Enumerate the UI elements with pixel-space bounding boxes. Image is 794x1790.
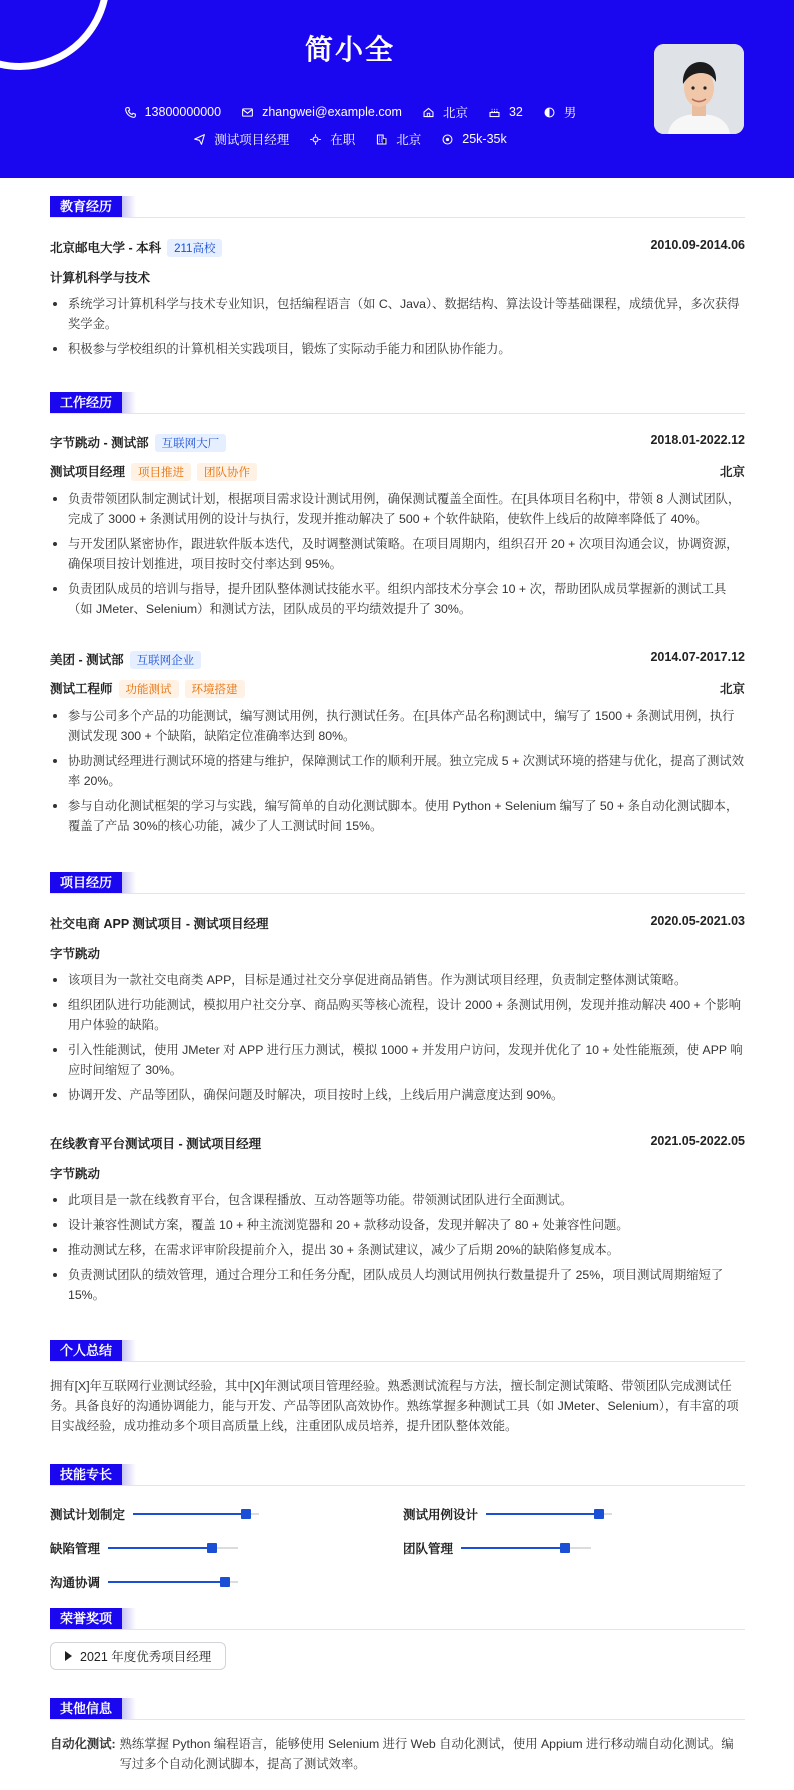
role-tag: 功能测试 <box>119 680 179 698</box>
other-title-bar <box>50 1698 745 1720</box>
list-item: 该项目为一款社交电商类 APP，目标是通过社交分享促进商品销售。作为测试项目经理，负责制定整体测试策略。 <box>50 970 745 990</box>
list-item: 推动测试左移，在需求评审阶段提前介入，提出 30 + 条测试建议，减少了后期 20%的缺陷修复成本。 <box>50 1240 745 1260</box>
other-info <box>50 1734 745 1774</box>
skill-bar <box>486 1513 612 1515</box>
skills-title: 技能专长 <box>50 1464 122 1485</box>
skill-bar-fill <box>108 1581 225 1583</box>
award-item[interactable] <box>50 1642 226 1670</box>
project-section <box>50 872 745 1332</box>
skill-bar <box>461 1547 591 1549</box>
project-0-header <box>50 914 745 932</box>
role-name: 测试项目经理 <box>50 465 126 479</box>
skill-item <box>403 1539 591 1557</box>
skill-bar <box>133 1513 259 1515</box>
list-item: 负责测试团队的绩效管理，通过合理分工和任务分配，团队成员人均测试用例执行数量提升了 25%，项目测试周期缩短了 15%。 <box>50 1265 745 1305</box>
project-0-bullets <box>50 970 745 1110</box>
award-text: 2021 年度优秀项目经理 <box>80 1650 212 1664</box>
other-text: 熟练掌握 Python 编程语言，能够使用 Selenium 进行 Web 自动化测试，使用 Appium 进行移动端自动化测试。编写过多个自动化测试脚本，提高了测试效率。 <box>119 1737 734 1771</box>
education-section <box>50 196 745 366</box>
work-city: 北京 <box>719 682 745 696</box>
job-intent-row <box>0 130 700 148</box>
work-0-bullets <box>50 489 745 624</box>
status-text: 在职 <box>330 133 356 147</box>
school-name: 北京邮电大学 - 本科 <box>50 241 162 255</box>
money-icon <box>441 133 454 146</box>
status-info <box>309 130 355 148</box>
role-tag: 环境搭建 <box>185 680 245 698</box>
company-name: 美团 - 测试部 <box>50 653 124 667</box>
other-label: 自动化测试: <box>50 1737 116 1751</box>
avatar <box>654 44 744 134</box>
salary-info <box>441 132 506 146</box>
email-text: zhangwei@example.com <box>262 105 402 119</box>
contact-row <box>0 103 700 121</box>
company-badge: 互联网大厂 <box>155 434 227 452</box>
project-title: 项目经历 <box>50 872 122 893</box>
skills-title-bar <box>50 1464 745 1486</box>
work-section <box>50 392 745 862</box>
skill-name: 测试用例设计 <box>403 1508 479 1522</box>
awards-section <box>50 1608 745 1678</box>
skill-bar-fill <box>461 1547 565 1549</box>
skill-bar-knob <box>594 1509 604 1519</box>
gender-icon <box>543 106 556 119</box>
list-item: 负责团队成员的培训与指导，提升团队整体测试技能水平。组织内部技术分享会 10 + 次，帮助团队成员掌握新的测试工具（如 JMeter、Selenium）和测试方法，团队成员的平均绩效提升了 30%。 <box>50 579 745 619</box>
skill-bar-fill <box>486 1513 599 1515</box>
education-date: 2010.09-2014.06 <box>650 238 745 252</box>
list-item: 引入性能测试，使用 JMeter 对 APP 进行压力测试，模拟 1000 + 并发用户访问，发现并优化了 10 + 处性能瓶颈，使 APP 响应时间缩短了 30%。 <box>50 1040 745 1080</box>
school-badge: 211高校 <box>167 239 222 257</box>
work-date: 2014.07-2017.12 <box>650 650 745 664</box>
skill-item <box>50 1505 259 1523</box>
resume-header <box>0 0 794 178</box>
skill-bar-fill <box>108 1547 212 1549</box>
project-name: 在线教育平台测试项目 - 测试项目经理 <box>50 1137 262 1151</box>
list-item: 负责带领团队制定测试计划，根据项目需求设计测试用例，确保测试覆盖全面性。在[具体项目名称]中，带领 8 人测试团队，完成了 3000 + 条测试用例的设计与执行，发现并推动解决了 500 + 个软件缺陷，使软件上线后的故障率降低了 40%。 <box>50 489 745 529</box>
list-item: 参与自动化测试框架的学习与实践，编写简单的自动化测试脚本。使用 Python + Selenium 编写了 50 + 条自动化测试脚本，覆盖了产品 30%的核心功能，减少了人工测试时间 15%。 <box>50 796 745 836</box>
education-header <box>50 238 745 257</box>
project-name: 社交电商 APP 测试项目 - 测试项目经理 <box>50 917 269 931</box>
company-badge: 互联网企业 <box>130 651 202 669</box>
phone-info <box>124 105 221 119</box>
work-0-role <box>50 462 745 481</box>
avatar-portrait <box>654 44 744 134</box>
list-item: 协助测试经理进行测试环境的搭建与维护，保障测试工作的顺利开展。独立完成 5 + 次测试环境的搭建与优化，提高了测试效率 20%。 <box>50 751 745 791</box>
list-item: 参与公司多个产品的功能测试，编写测试用例，执行测试任务。在[具体产品名称]测试中，编写了 1500 + 条测试用例，执行测试发现 300 + 个缺陷，缺陷定位准确率达到 80%。 <box>50 706 745 746</box>
summary-title-bar <box>50 1340 745 1362</box>
gender-info <box>543 103 577 121</box>
status-icon <box>309 133 322 146</box>
list-item: 组织团队进行功能测试，模拟用户社交分享、商品购买等核心流程，设计 2000 + 条测试用例，发现并推动解决 400 + 个影响用户体验的缺陷。 <box>50 995 745 1035</box>
skill-name: 测试计划制定 <box>50 1508 126 1522</box>
gender-text: 男 <box>563 106 577 120</box>
skill-bar <box>108 1581 238 1583</box>
work-city: 北京 <box>719 465 745 479</box>
list-item: 系统学习计算机科学与技术专业知识，包括编程语言（如 C、Java）、数据结构、算法设计等基础课程，成绩优异，多次获得奖学金。 <box>50 294 745 334</box>
project-1-bullets <box>50 1190 745 1310</box>
skill-bar-knob <box>560 1543 570 1553</box>
skill-item <box>403 1505 612 1523</box>
skill-name: 沟通协调 <box>50 1576 101 1590</box>
list-item: 此项目是一款在线教育平台，包含课程播放、互动答题等功能。带领测试团队进行全面测试。 <box>50 1190 745 1210</box>
major-name: 计算机科学与技术 <box>50 271 151 285</box>
skill-bar <box>108 1547 238 1549</box>
project-date: 2021.05-2022.05 <box>650 1134 745 1148</box>
role-name: 测试工程师 <box>50 682 113 696</box>
other-section <box>50 1698 745 1778</box>
play-icon <box>65 1651 72 1661</box>
send-icon <box>193 133 206 146</box>
summary-text: 拥有[X]年互联网行业测试经验，其中[X]年测试项目管理经验。熟悉测试流程与方法，擅长制定测试策略、带领团队完成测试任务。具备良好的沟通协调能力，能与开发、产品等团队高效协作。熟练掌握多种测试工具（如 JMeter、Selenium），有丰富的项目实战经验，成功推动多个项目高质量上线，注重团队成员培养，提升团队整体效能。 <box>50 1379 739 1433</box>
work-0-header <box>50 433 745 452</box>
list-item: 设计兼容性测试方案，覆盖 10 + 种主流浏览器和 20 + 款移动设备，发现并解决了 80 + 处兼容性问题。 <box>50 1215 745 1235</box>
project-title-bar <box>50 872 745 894</box>
education-title-bar <box>50 196 745 218</box>
skill-bar-knob <box>220 1577 230 1587</box>
summary-section <box>50 1340 745 1440</box>
skill-bar-knob <box>207 1543 217 1553</box>
home-icon <box>422 106 435 119</box>
summary-title: 个人总结 <box>50 1340 122 1361</box>
work-date: 2018.01-2022.12 <box>650 433 745 447</box>
awards-title-bar <box>50 1608 745 1630</box>
list-item: 积极参与学校组织的计算机相关实践项目，锻炼了实际动手能力和团队协作能力。 <box>50 339 745 359</box>
skill-item <box>50 1573 238 1591</box>
skill-name: 缺陷管理 <box>50 1542 101 1556</box>
city-text: 北京 <box>442 106 468 120</box>
work-1-role <box>50 679 745 698</box>
email-info <box>241 105 402 119</box>
project-company: 字节跳动 <box>50 947 101 961</box>
education-bullets <box>50 294 745 364</box>
work-title: 工作经历 <box>50 392 122 413</box>
target-city-text: 北京 <box>396 133 422 147</box>
project-date: 2020.05-2021.03 <box>650 914 745 928</box>
list-item: 协调开发、产品等团队，确保问题及时解决，项目按时上线，上线后用户满意度达到 90%。 <box>50 1085 745 1105</box>
phone-text: 13800000000 <box>144 105 222 119</box>
phone-icon <box>124 106 137 119</box>
role-tag: 项目推进 <box>131 463 191 481</box>
skill-name: 团队管理 <box>403 1542 454 1556</box>
target-city-info <box>375 130 421 148</box>
work-1-bullets <box>50 706 745 841</box>
role-tag: 团队协作 <box>197 463 257 481</box>
company-name: 字节跳动 - 测试部 <box>50 436 149 450</box>
cake-icon <box>488 106 501 119</box>
work-title-bar <box>50 392 745 414</box>
awards-title: 荣誉奖项 <box>50 1608 122 1629</box>
age-info <box>488 105 523 119</box>
building-icon <box>375 133 388 146</box>
skill-bar-fill <box>133 1513 246 1515</box>
other-title: 其他信息 <box>50 1698 122 1719</box>
salary-text: 25k-35k <box>462 132 507 146</box>
age-text: 32 <box>508 105 523 119</box>
position-info <box>193 130 289 148</box>
mail-icon <box>241 106 254 119</box>
education-title: 教育经历 <box>50 196 122 217</box>
work-1-header <box>50 650 745 669</box>
candidate-name: 简小全 <box>304 34 395 65</box>
list-item: 与开发团队紧密协作，跟进软件版本迭代，及时调整测试策略。在项目周期内，组织召开 20 + 次项目沟通会议，协调资源，确保项目按计划推进，项目按时交付率达到 95%。 <box>50 534 745 574</box>
project-company: 字节跳动 <box>50 1167 101 1181</box>
position-text: 测试项目经理 <box>214 133 290 147</box>
skill-item <box>50 1539 238 1557</box>
project-1-header <box>50 1134 745 1152</box>
skill-bar-knob <box>241 1509 251 1519</box>
skills-section <box>50 1464 745 1590</box>
city-info <box>422 103 468 121</box>
